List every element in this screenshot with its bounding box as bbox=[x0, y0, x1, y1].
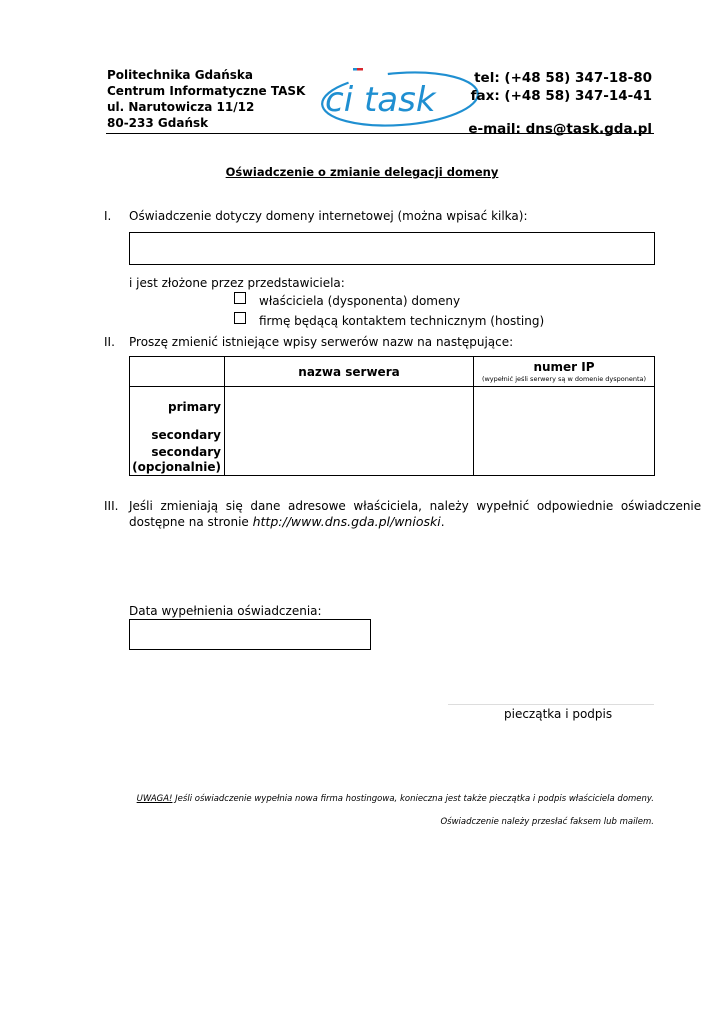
warning-note bbox=[137, 794, 654, 804]
hosting-checkbox[interactable] bbox=[234, 312, 246, 324]
svg-text:ci task: ci task bbox=[325, 80, 436, 120]
primary-label-cell bbox=[130, 387, 225, 416]
section-1-text: Oświadczenie dotyczy domeny internetowej (można wpisać kilka): bbox=[129, 209, 528, 223]
domain-input[interactable] bbox=[129, 232, 655, 265]
table-row bbox=[130, 387, 655, 416]
table-row bbox=[130, 443, 655, 476]
signature-line bbox=[448, 704, 654, 705]
section-1-number: I. bbox=[104, 209, 112, 223]
hosting-option-label: firmę będącą kontaktem technicznym (hosting) bbox=[259, 314, 545, 328]
section-3-text-line2 bbox=[129, 514, 445, 530]
optional-secondary-ip-field[interactable] bbox=[474, 443, 655, 476]
section-2-number: II. bbox=[104, 335, 115, 349]
date-label: Data wypełnienia oświadczenia: bbox=[129, 604, 322, 618]
document-title: Oświadczenie o zmianie delegacji domeny bbox=[225, 165, 499, 179]
fax-number: fax: (+48 58) 347-14-41 bbox=[470, 88, 652, 104]
section-3-prefix: dostępne na stronie bbox=[129, 515, 253, 529]
warning-text: Jeśli oświadczenie wypełnia nowa firma hostingowa, konieczna jest także pieczątka i podpis właściciela domeny. bbox=[172, 794, 654, 804]
section-3-suffix: . bbox=[440, 515, 445, 529]
owner-option-label: właściciela (dysponenta) domeny bbox=[259, 294, 461, 308]
ci-task-logo bbox=[312, 64, 484, 134]
org-city: 80-233 Gdańsk bbox=[107, 116, 209, 130]
secondary-ip-field[interactable] bbox=[474, 415, 655, 443]
primary-server-field[interactable] bbox=[225, 387, 474, 416]
primary-ip-field[interactable] bbox=[474, 387, 655, 416]
owner-checkbox[interactable] bbox=[234, 292, 246, 304]
organization-address bbox=[107, 67, 305, 131]
ip-header-label: numer IP bbox=[533, 360, 595, 374]
ip-header bbox=[474, 357, 655, 387]
row-label: primary bbox=[168, 400, 221, 414]
wnioski-link[interactable]: http://www.dns.gda.pl/wnioski bbox=[252, 514, 441, 529]
submitted-by-label: i jest złożone przez przedstawiciela: bbox=[129, 276, 345, 290]
ip-header-note: (wypełnić jeśli serwery są w domenie dysponenta) bbox=[481, 375, 647, 383]
secondary-label-cell bbox=[130, 415, 225, 443]
row-label: secondary bbox=[151, 428, 221, 442]
email-address: e-mail: dns@task.gda.pl bbox=[468, 121, 652, 137]
name-servers-table bbox=[129, 356, 655, 476]
table-corner-cell bbox=[130, 357, 225, 387]
date-input[interactable] bbox=[129, 619, 371, 650]
optional-secondary-server-field[interactable] bbox=[225, 443, 474, 476]
org-name: Politechnika Gdańska bbox=[107, 68, 254, 82]
server-name-header bbox=[225, 357, 474, 387]
server-name-header-label: nazwa serwera bbox=[298, 364, 400, 379]
section-3-text-line1: Jeśli zmieniają się dane adresowe właściciela, należy wypełnić odpowiednie oświadczenie bbox=[129, 499, 702, 513]
phone-number: tel: (+48 58) 347-18-80 bbox=[474, 70, 652, 86]
org-unit: Centrum Informatyczne TASK bbox=[107, 84, 306, 98]
table-header-row bbox=[130, 357, 655, 387]
contact-info bbox=[468, 69, 652, 138]
row-label-optional: (opcjonalnie) bbox=[132, 460, 221, 474]
table-row bbox=[130, 415, 655, 443]
row-label: secondary bbox=[151, 445, 221, 459]
warning-label: UWAGA! bbox=[136, 794, 173, 804]
section-2-text: Proszę zmienić istniejące wpisy serwerów nazw na następujące: bbox=[129, 335, 514, 349]
section-3-number: III. bbox=[104, 499, 119, 513]
org-street: ul. Narutowicza 11/12 bbox=[107, 100, 255, 114]
secondary-server-field[interactable] bbox=[225, 415, 474, 443]
optional-secondary-label-cell bbox=[130, 443, 225, 476]
send-instructions: Oświadczenie należy przesłać faksem lub mailem. bbox=[440, 817, 654, 827]
signature-label: pieczątka i podpis bbox=[504, 707, 613, 721]
header-divider bbox=[106, 133, 654, 134]
